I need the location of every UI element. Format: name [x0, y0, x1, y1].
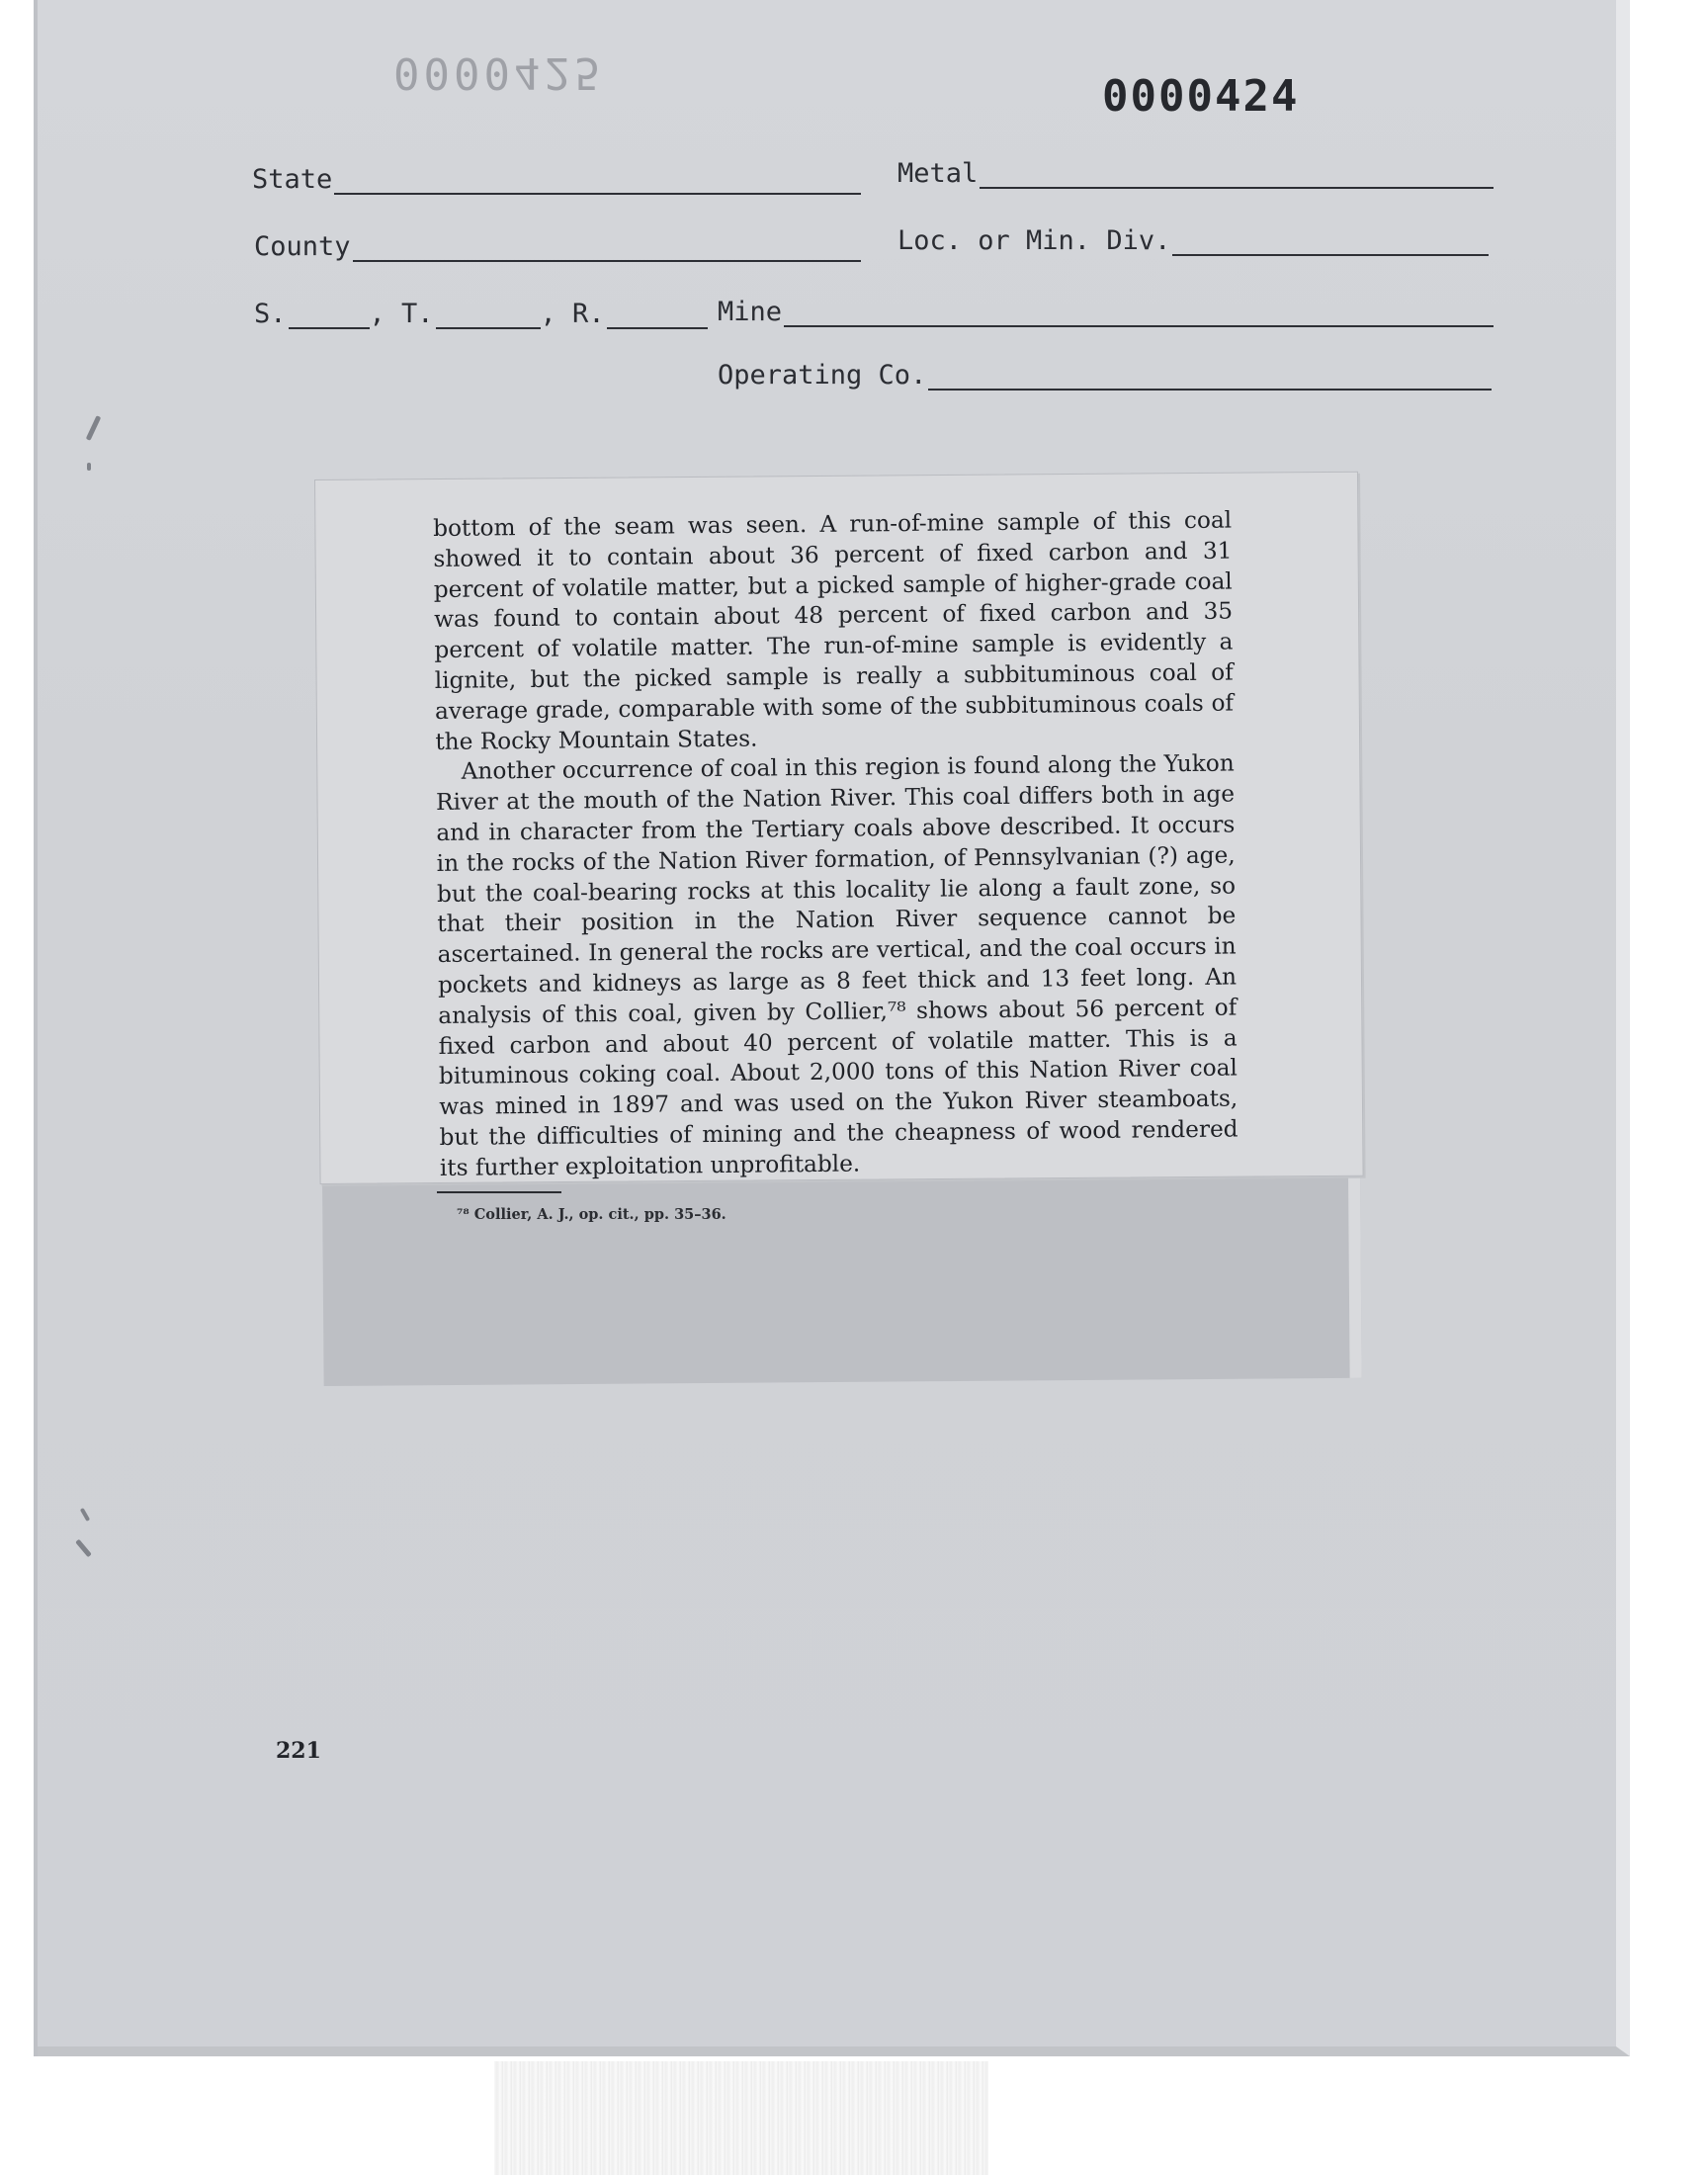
scan-speck	[87, 463, 91, 471]
range-input-line[interactable]	[607, 305, 708, 329]
footnote-rule	[437, 1191, 561, 1193]
loc-field	[897, 225, 1489, 256]
mine-input-line[interactable]	[784, 304, 1494, 327]
mine-field	[718, 297, 1494, 327]
page-number: 221	[276, 1738, 321, 1764]
article-text	[433, 506, 1238, 1184]
state-field	[252, 164, 861, 195]
metal-label: Metal	[897, 158, 979, 189]
mine-label: Mine	[718, 297, 783, 327]
loc-input-line[interactable]	[1172, 232, 1489, 256]
township-input-line[interactable]	[436, 305, 541, 329]
township-label: , T.	[369, 299, 434, 329]
range-label: , R.	[540, 299, 605, 329]
clipping-lower-panel	[322, 1169, 1362, 1386]
section-input-line[interactable]	[289, 305, 370, 329]
county-input-line[interactable]	[353, 238, 861, 262]
operating-co-label: Operating Co.	[718, 360, 927, 391]
operating-co-field	[718, 360, 1492, 391]
metal-input-line[interactable]	[980, 165, 1494, 189]
operating-co-input-line[interactable]	[928, 367, 1492, 391]
serial-number: 0000424	[1102, 71, 1300, 122]
article-paragraph-1: bottom of the seam was seen. A run-of-mine sample of this coal showed it to contain about 36 percent of fixed carbon and 31 percent of volatile matter, but a picked sample of higher-grade coal was found to contain about 48 percent of fixed carbon and 35 percent of volatile matter. The run-of-mine sample is evidently a lignite, but the picked sample is really a subbituminous coal of average grade, comparable with some of the subbituminous coals of the Rocky Mountain States.	[433, 506, 1235, 755]
section-label: S.	[254, 299, 287, 329]
article-paragraph-2: Another occurrence of coal in this region is found along the Yukon River at the mouth of the Nation River. This coal differs both in age and in character from the Tertiary coals above described. It occurs in the rocks of the Nation River formation, of Pennsylvanian (?) age, but the coal-bearing rocks at this locality lie along a fault zone, so that their position in the Nation River sequence cannot be ascertained. In general the rocks are vertical, and the coal occurs in pockets and kidneys as large as 8 feet thick and 13 feet long. An analysis of this coal, given by Collier,⁷⁸ shows about 56 percent of fixed carbon and about 40 percent of volatile matter. This is a bituminous coking coal. About 2,000 tons of this Nation River coal was mined in 1897 and was used on the Yukon River steamboats, but the difficulties of mining and the cheapness of wood rendered its further exploitation unprofitable.	[435, 749, 1238, 1181]
scan-artifact-strip	[494, 2061, 988, 2175]
mirrored-serial-number: 0000425	[393, 47, 605, 98]
loc-label: Loc. or Min. Div.	[897, 225, 1171, 256]
state-label: State	[252, 164, 333, 195]
state-input-line[interactable]	[334, 171, 861, 195]
sheet-edge	[34, 0, 38, 2056]
str-field	[254, 299, 708, 329]
metal-field	[897, 158, 1494, 189]
county-field	[254, 231, 861, 262]
footnote: ⁷⁸ Collier, A. J., op. cit., pp. 35–36.	[457, 1206, 726, 1223]
county-label: County	[254, 231, 351, 262]
